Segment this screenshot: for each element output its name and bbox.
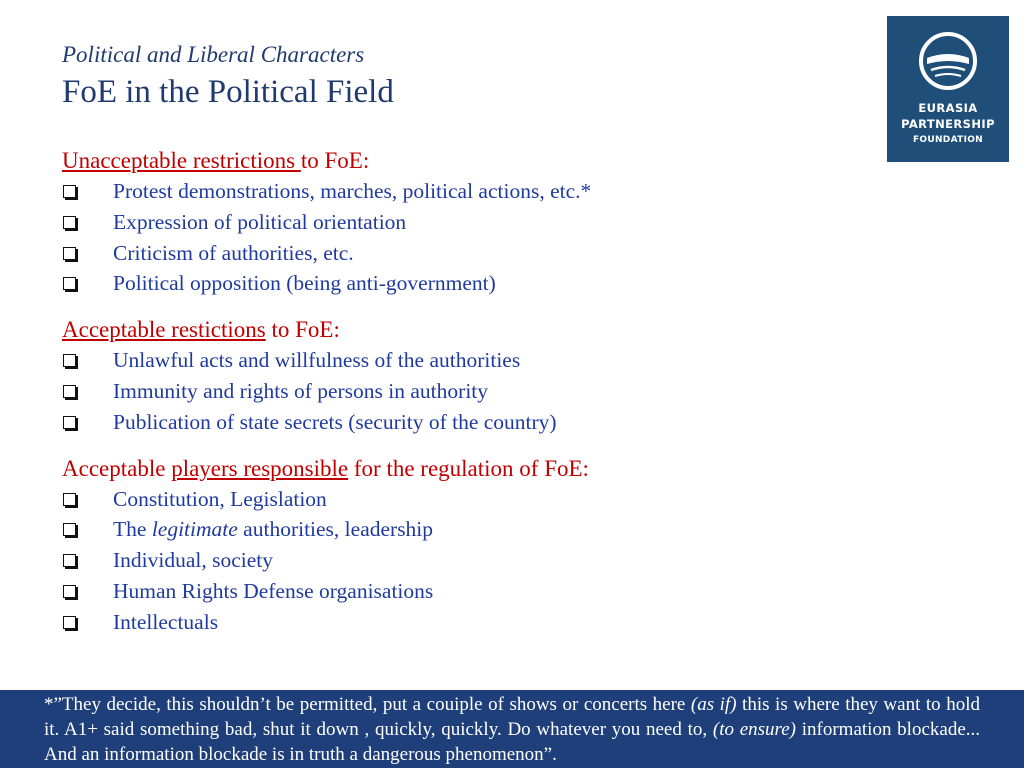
- list-item: Expression of political orientation: [62, 207, 862, 238]
- list-item: Criticism of authorities, etc.: [62, 238, 862, 269]
- section-heading-unacceptable: Unacceptable restrictions to FoE:: [62, 148, 370, 173]
- eurasia-partnership-logo: [887, 16, 1009, 162]
- bullet-list-unacceptable: [62, 176, 862, 299]
- slide-subtitle: Political and Liberal Characters: [62, 42, 365, 67]
- checkbox-bullet-icon: [63, 493, 76, 506]
- list-item: Constitution, Legislation: [62, 484, 862, 515]
- list-item: Intellectuals: [62, 607, 862, 638]
- slide-content: [62, 146, 862, 638]
- footnote-box: [0, 690, 1024, 768]
- checkbox-bullet-icon: [63, 247, 76, 260]
- bullet-list-acceptable: [62, 345, 862, 437]
- checkbox-bullet-icon: [63, 354, 76, 367]
- section-heading-players: Acceptable players responsible for the regulation of FoE:: [62, 455, 589, 481]
- footnote-text: *”They decide, this shouldn’t be permitted, put a couiple of shows or concerts here (as if) this is where they want to hold it. A1+ said something bad, shut it down , quickly, quickly. Do whatever you need to, (to ensure) information blockade... And an information blockade is in truth a dangerous phenomenon”.: [44, 694, 981, 765]
- checkbox-bullet-icon: [63, 616, 76, 629]
- logo-text-foundation: FOUNDATION: [912, 135, 984, 145]
- logo-text-eurasia: EURASIA: [918, 101, 978, 115]
- list-item: Protest demonstrations, marches, political actions, etc.*: [62, 176, 862, 207]
- list-item: Political opposition (being anti-government): [62, 268, 862, 299]
- bullet-list-players: [62, 484, 862, 638]
- list-item: Publication of state secrets (security of the country): [62, 407, 862, 438]
- checkbox-bullet-icon: [63, 277, 76, 290]
- checkbox-bullet-icon: [63, 416, 76, 429]
- checkbox-bullet-icon: [63, 185, 76, 198]
- checkbox-bullet-icon: [63, 523, 76, 536]
- checkbox-bullet-icon: [63, 554, 76, 567]
- list-item: The legitimate authorities, leadership: [62, 514, 862, 545]
- checkbox-bullet-icon: [63, 385, 76, 398]
- list-item: Unlawful acts and willfulness of the authorities: [62, 345, 862, 376]
- slide-title: FoE in the Political Field: [62, 74, 394, 110]
- list-item: Individual, society: [62, 545, 862, 576]
- list-item: Human Rights Defense organisations: [62, 576, 862, 607]
- list-item: Immunity and rights of persons in authority: [62, 376, 862, 407]
- section-heading-acceptable: Acceptable restictions to FoE:: [62, 317, 340, 343]
- checkbox-bullet-icon: [63, 585, 76, 598]
- globe-icon: [917, 30, 979, 92]
- checkbox-bullet-icon: [63, 216, 76, 229]
- logo-text-partnership: PARTNERSHIP: [901, 117, 995, 131]
